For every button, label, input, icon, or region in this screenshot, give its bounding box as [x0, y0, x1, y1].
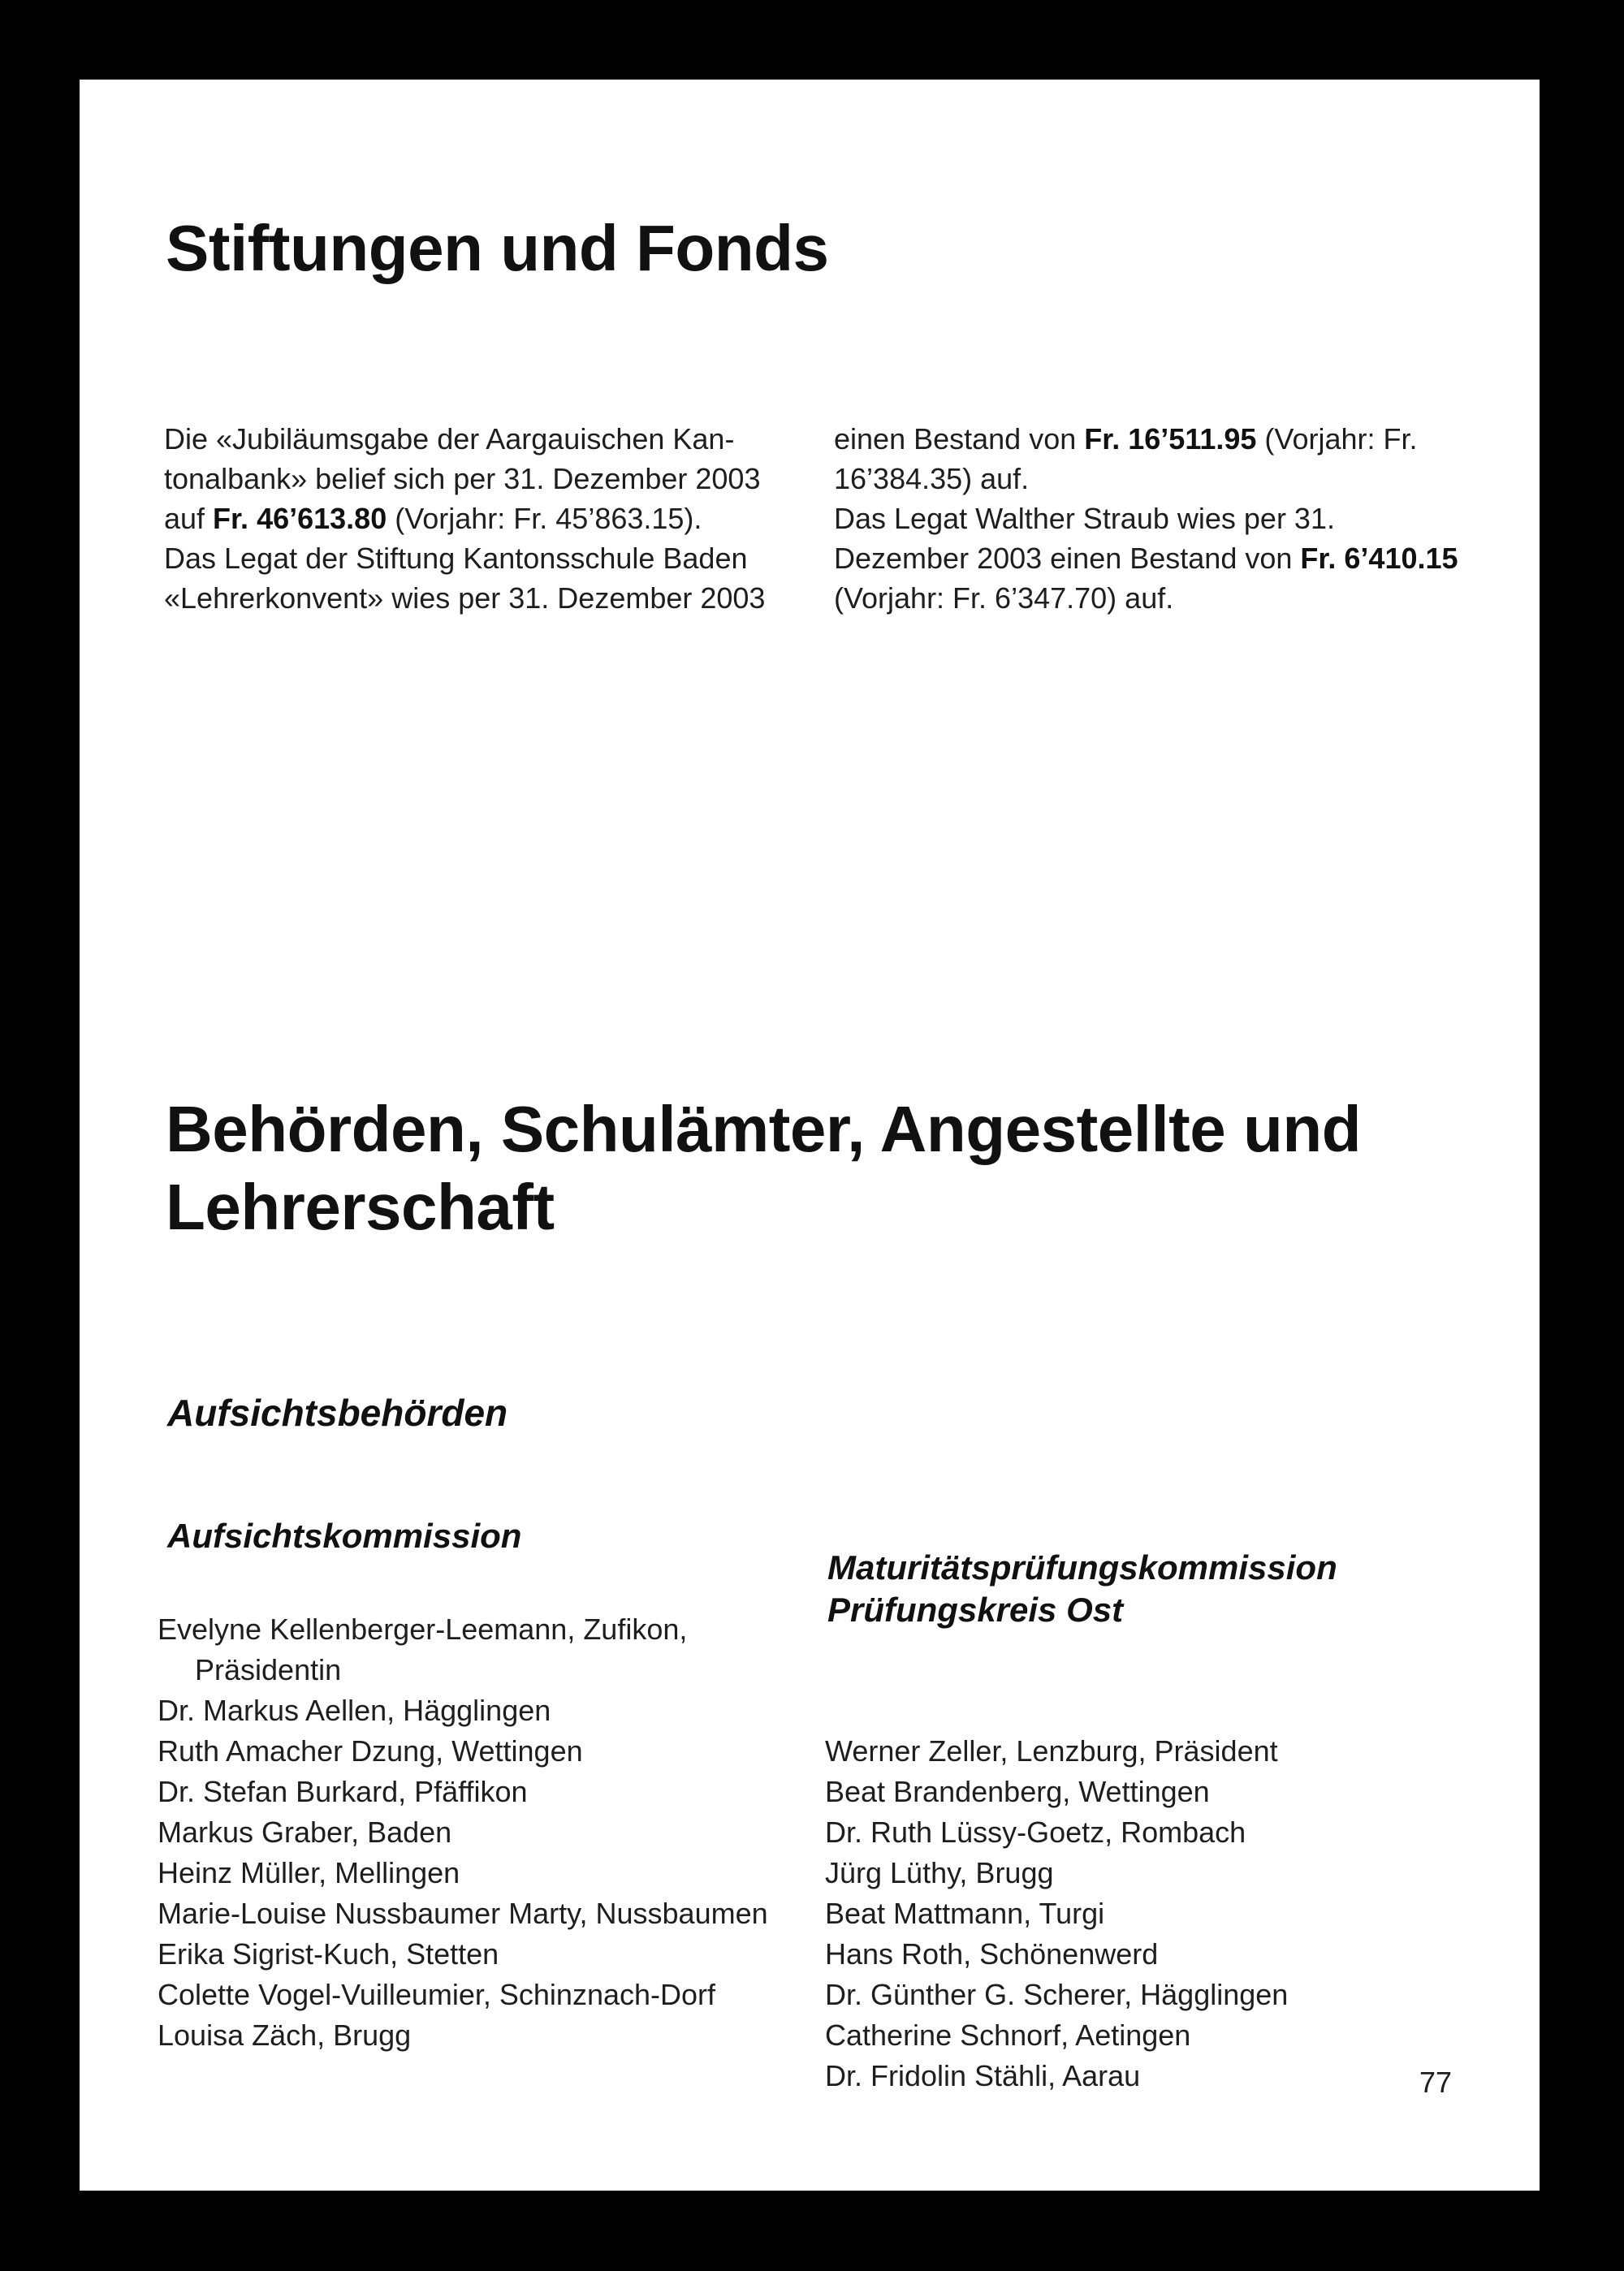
text-fragment: (Vorjahr: Fr. 45’863.15). [387, 502, 702, 535]
list-item: Catherine Schnorf, Aetingen [825, 2018, 1191, 2052]
heading-aufsichtskommission: Aufsichtskommission [167, 1517, 522, 1555]
text-line: Das Legat Walther Straub wies per 31. [834, 502, 1335, 535]
text-line [834, 538, 1461, 578]
text-line [834, 419, 1461, 459]
list-item: Werner Zeller, Lenzburg, Präsident [825, 1734, 1278, 1768]
amount-legat-straub: Fr. 6’410.15 [1300, 542, 1458, 575]
text-line: Die «Jubiläumsgabe der Aargauischen Kan- [164, 422, 735, 455]
paragraph-column-right [834, 419, 1461, 618]
list-item: Dr. Stefan Burkard, Pfäffikon [158, 1775, 528, 1808]
section-title-line: Lehrerschaft [166, 1171, 555, 1243]
list-item: Erika Sigrist-Kuch, Stetten [158, 1937, 499, 1971]
text-fragment: einen Bestand von [834, 422, 1085, 455]
list-item: Dr. Fridolin Stähli, Aarau [825, 2059, 1141, 2092]
list-item: Präsidentin [195, 1653, 342, 1686]
list-item: Beat Mattmann, Turgi [825, 1897, 1105, 1930]
heading-line: Maturitätsprüfungskommission [827, 1548, 1337, 1587]
section-title-behoerden [166, 1090, 1361, 1246]
list-item: Beat Brandenberg, Wettingen [825, 1775, 1210, 1808]
list-item: Dr. Ruth Lüssy-Goetz, Rombach [825, 1816, 1246, 1849]
list-item: Dr. Markus Aellen, Hägglingen [158, 1694, 551, 1727]
heading-line: Prüfungskreis Ost [827, 1591, 1124, 1629]
text-line: tonalbank» belief sich per 31. Dezember 2003 [164, 462, 761, 495]
amount-jubilaeumsgabe: Fr. 46’613.80 [213, 502, 387, 535]
member-list-aufsichtskommission [158, 1609, 856, 2056]
heading-maturitaetspruefungskommission [827, 1547, 1337, 1631]
list-item: Dr. Günther G. Scherer, Hägglingen [825, 1978, 1289, 2011]
section-title-line: Behörden, Schulämter, Angestellte und [166, 1093, 1362, 1165]
member-list-pruefungskreis-ost [825, 1731, 1491, 2096]
text-line: 16’384.35) auf. [834, 462, 1030, 495]
text-fragment: Dezember 2003 einen Bestand von [834, 542, 1301, 575]
page-number: 77 [1419, 2066, 1453, 2099]
section-title-stiftungen: Stiftungen und Fonds [166, 212, 829, 284]
text-fragment: (Vorjahr: Fr. [1256, 422, 1418, 455]
text-line: Das Legat der Stiftung Kantonsschule Baden [164, 542, 748, 575]
list-item: Markus Graber, Baden [158, 1816, 452, 1849]
list-item: Evelyne Kellenberger-Leemann, Zufikon, [158, 1613, 688, 1646]
text-line [164, 499, 872, 538]
document-page [80, 80, 1540, 2191]
list-item: Louisa Zäch, Brugg [158, 2018, 412, 2052]
list-item: Hans Roth, Schönenwerd [825, 1937, 1159, 1971]
amount-lehrerkonvent: Fr. 16’511.95 [1084, 422, 1257, 455]
list-item: Ruth Amacher Dzung, Wettingen [158, 1734, 583, 1768]
list-item: Colette Vogel-Vuilleumier, Schinznach-Dorf [158, 1978, 716, 2011]
paragraph-column-left [164, 419, 872, 618]
list-item: Marie-Louise Nussbaumer Marty, Nussbaumen [158, 1897, 768, 1930]
subheading-aufsichtsbehoerden: Aufsichtsbehörden [167, 1392, 508, 1434]
list-item: Heinz Müller, Mellingen [158, 1856, 460, 1889]
text-fragment: auf [164, 502, 214, 535]
text-line: (Vorjahr: Fr. 6’347.70) auf. [834, 581, 1174, 615]
text-line: «Lehrerkonvent» wies per 31. Dezember 2003 [164, 581, 766, 615]
list-item: Jürg Lüthy, Brugg [825, 1856, 1054, 1889]
